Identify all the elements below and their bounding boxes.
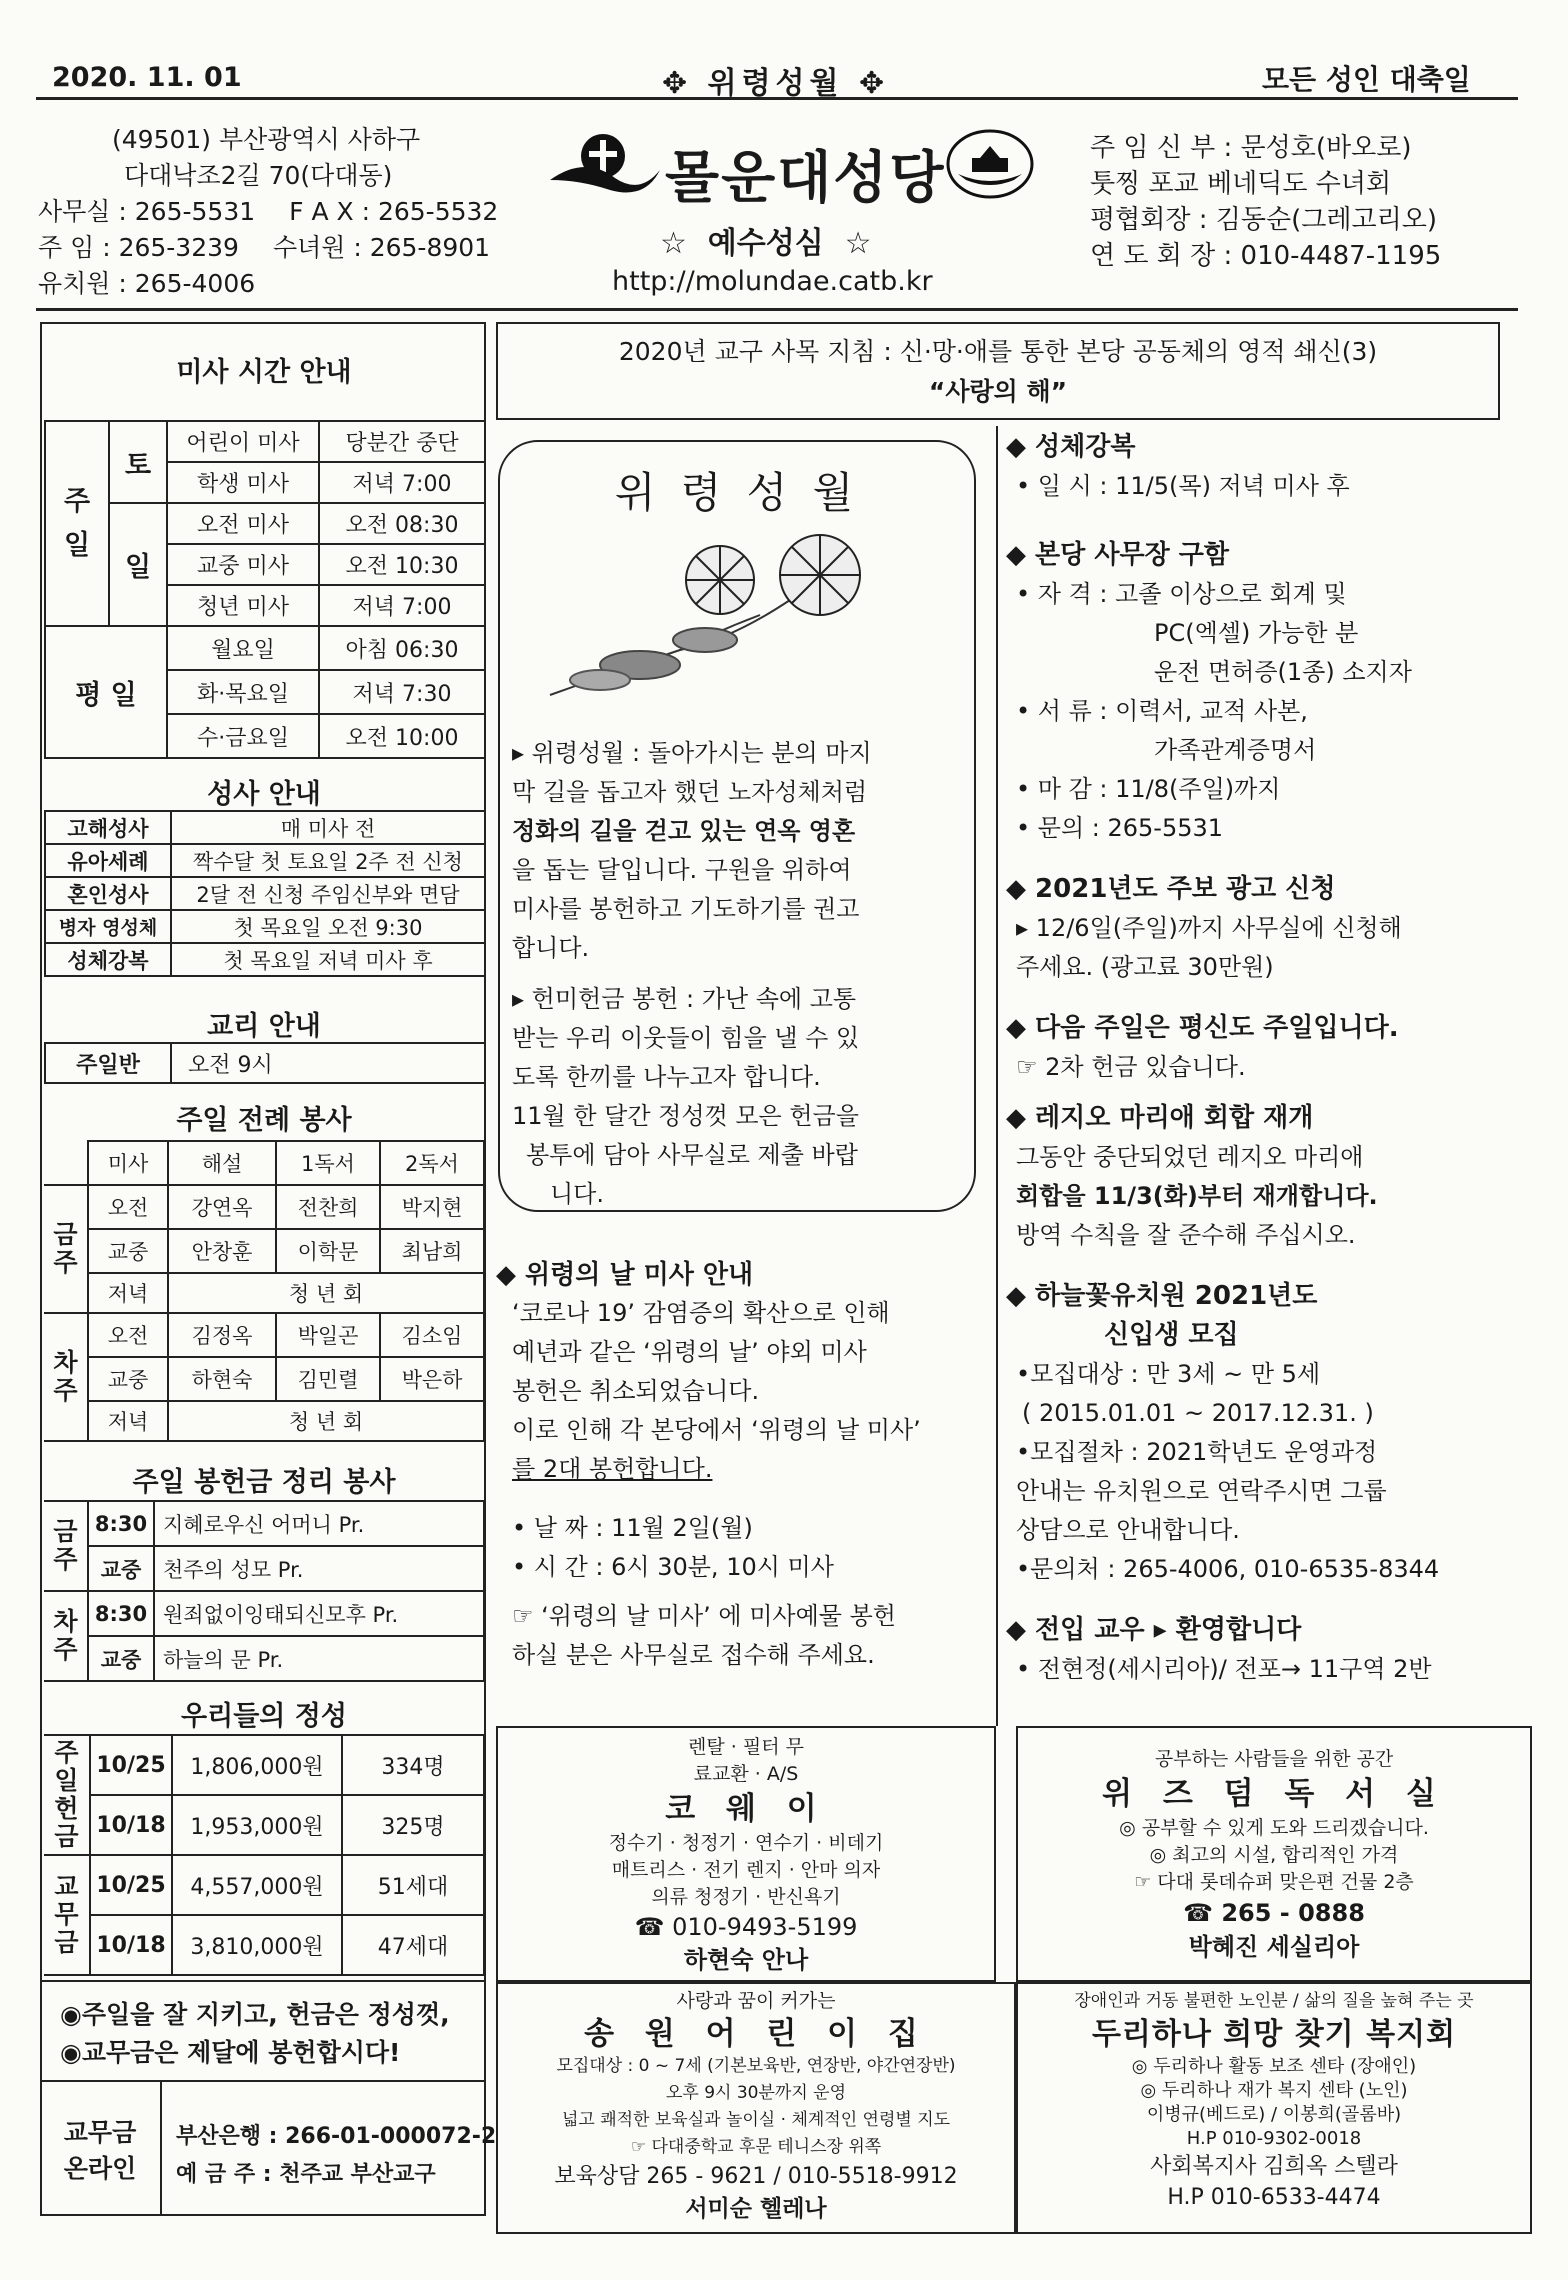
chrysanthemum-icon (530, 520, 890, 710)
doctrine-table (44, 1042, 486, 1084)
mass-name: 교중 미사 (167, 544, 319, 585)
november-line: 니다. (550, 1180, 604, 1208)
recruit-line: • 서 류 : 이력서, 교적 사본, (1016, 697, 1308, 725)
liturgy-header: 해설 (168, 1141, 276, 1185)
ad-phone: 보육상담 265 - 9621 / 010-5518-9912 (554, 2164, 958, 2189)
mass-slot: 저녁 (88, 1401, 168, 1441)
diamond-icon: ✥ (662, 66, 693, 101)
kinder-phone: 유치원 : 265-4006 (38, 269, 256, 298)
notice-line: ◉주일을 잘 지키고, 헌금은 정성껏, (60, 2000, 450, 2029)
this-week-label: 금 주 (44, 1501, 88, 1591)
ad-phone: ☎ 010-9493-5199 (634, 1913, 858, 1941)
sacrament-info: 2달 전 신청 주임신부와 면담 (171, 877, 485, 910)
staff-council: 평협회장 : 김동순(그레고리오) (1090, 205, 1437, 235)
account-holder: 예 금 주 : 천주교 부산교구 (176, 2162, 436, 2187)
sacrament-info: 첫 목요일 오전 9:30 (171, 910, 485, 943)
church-motto (660, 218, 872, 262)
convent-phone: 수녀원 : 265-8901 (272, 233, 491, 262)
pastoral-guideline-box (496, 322, 1500, 420)
reader-2: 박은하 (380, 1357, 484, 1401)
mass-slot: 교중 (88, 1229, 168, 1273)
liturgy-table (44, 1140, 485, 1442)
ad-line: 이병규(베드로) / 이봉희(골롬바) (1146, 2104, 1402, 2125)
finance-date: 10/25 (90, 1855, 172, 1915)
mass-slot: 8:30 (88, 1501, 154, 1546)
sacrament-name: 성체강복 (45, 943, 171, 976)
boat-emblem-icon (944, 128, 1036, 200)
ad-line: 넓고 쾌적한 보육실과 놀이실 · 체계적인 연령별 지도 (561, 2110, 951, 2130)
mass-slot: 오전 (88, 1313, 168, 1357)
mass-name: 오전 미사 (167, 503, 319, 544)
staff-yeondo: 연 도 회 장 : 010-4487-1195 (1090, 241, 1442, 271)
ad-name: 위 즈 덤 독 서 실 (1102, 1776, 1446, 1812)
november-line: 정화의 길을 걷고 있는 연옥 영혼 (512, 817, 856, 845)
november-line: 막 길을 돕고자 했던 노자성체처럼 (512, 778, 868, 806)
church-url[interactable]: http://molundae.catb.kr (612, 266, 933, 297)
finance-title: 우리들의 정성 (181, 1701, 347, 1732)
all-souls-line: ‘코로나 19’ 감염증의 확산으로 인해 (512, 1299, 890, 1327)
finance-amount: 3,810,000원 (172, 1915, 342, 1975)
november-line: 받는 우리 이웃들이 힘을 낼 수 있 (512, 1024, 860, 1052)
ad-line: 정수기 · 청정기 · 연수기 · 비데기 (608, 1832, 884, 1854)
sacrament-name: 유아세례 (45, 844, 171, 877)
mass-time: 저녁 7:30 (319, 670, 485, 714)
november-line: 도록 한끼를 나누고자 합니다. (512, 1063, 821, 1091)
finance-amount: 1,953,000원 (172, 1795, 342, 1855)
rectory-phone: 주 임 : 265-3239 (38, 233, 239, 262)
line-text: ▸ 위령성월 : 돌아가시는 분의 마지 (512, 739, 872, 767)
mass-name: 화·목요일 (167, 670, 319, 714)
column-divider (996, 426, 998, 1726)
ad-line: 모집대상 : 0 ~ 7세 (기본보육반, 연장반, 야간연장반) (556, 2056, 956, 2076)
mass-time: 저녁 7:00 (319, 462, 485, 503)
mass-slot: 교중 (88, 1636, 154, 1681)
kinder-line: •모집절차 : 2021학년도 운영과정 (1016, 1438, 1378, 1466)
sacraments-table (44, 810, 486, 977)
ad-line: ◎ 공부할 수 있게 도와 드리겠습니다. (1119, 1817, 1429, 1839)
ad-person: 서미순 헬레나 (685, 2196, 827, 2222)
fax-number: F A X : 265-5532 (289, 197, 499, 226)
mass-slot: 저녁 (88, 1273, 168, 1313)
ad-line: ◎ 두리하나 활동 보조 센타 (장애인) (1131, 2056, 1417, 2077)
mass-time: 당분간 중단 (319, 421, 485, 462)
recruit-line: • 자 격 : 고졸 이상으로 회계 및 (1016, 580, 1347, 608)
legio-line: 그동안 중단되었던 레지오 마리애 (1016, 1143, 1364, 1171)
ad-top-line: 렌탈 · 필터 무 (688, 1736, 804, 1758)
notice-block (60, 1996, 450, 2072)
sacrament-name: 혼인성사 (45, 877, 171, 910)
ad-person: 하현숙 안나 (683, 1946, 809, 1974)
all-souls-body (512, 1294, 990, 1675)
sacrament-name: 병자 영성체 (45, 910, 171, 943)
finance-count: 325명 (342, 1795, 484, 1855)
star-icon: ☆ (844, 226, 872, 261)
online-label (40, 2115, 160, 2187)
all-souls-line: 를 2대 봉헌합니다. (512, 1455, 713, 1483)
weekday-label: 평 일 (45, 626, 167, 758)
diocese-fee-label: 교 무 금 (44, 1855, 90, 1975)
this-week-label: 금 주 (44, 1185, 88, 1313)
reader-2: 박지현 (380, 1185, 484, 1229)
ad-person: 박혜진 세실리아 (1188, 1933, 1360, 1961)
mass-name: 청년 미사 (167, 585, 319, 626)
online-account (176, 2118, 496, 2194)
reader-2: 최남희 (380, 1229, 484, 1273)
address-road: 다대낙조2길 70(다대동) (124, 161, 393, 190)
church-name: 몰운대성당 (665, 146, 946, 211)
online-label-line: 온라인 (63, 2154, 137, 2183)
legio-line: 회합을 11/3(화)부터 재개합니다. (1016, 1182, 1378, 1210)
reader-1: 김민렬 (276, 1357, 380, 1401)
motto-text: 예수성심 (707, 226, 824, 261)
november-title: 위 령 성 월 (614, 468, 860, 517)
commentator: 김정옥 (168, 1313, 276, 1357)
ad-top-line: 장애인과 거동 불편한 노인분 / 삶의 질을 높혀 주는 곳 (1074, 1991, 1474, 2011)
ad-songwon (496, 1982, 1016, 2234)
ad-top-line: 료교환 · A/S (693, 1763, 799, 1785)
ad-line: 사회복지사 김희옥 스텔라 (1150, 2154, 1398, 2179)
sacrament-info: 매 미사 전 (171, 811, 485, 844)
finance-date: 10/18 (90, 1795, 172, 1855)
sacrament-info: 짝수달 첫 토요일 2주 전 신청 (171, 844, 485, 877)
doctrine-time: 오전 9시 (171, 1043, 485, 1083)
mass-time: 오전 10:00 (319, 714, 485, 758)
finance-amount: 1,806,000원 (172, 1735, 342, 1795)
mass-name: 월요일 (167, 626, 319, 670)
pastoral-theme: “사랑의 해” (928, 377, 1068, 406)
issue-date: 2020. 11. 01 (52, 62, 242, 93)
sacrament-name: 고해성사 (45, 811, 171, 844)
online-divider (160, 2080, 162, 2216)
ad-phone: H.P 010-6533-4474 (1167, 2185, 1381, 2210)
header-bottom-rule (36, 308, 1518, 311)
benediction-line: • 일 시 : 11/5(목) 저녁 미사 후 (1016, 472, 1350, 500)
saturday-label: 토 (109, 421, 167, 503)
praesidium-name: 하늘의 문 Pr. (154, 1636, 484, 1681)
sacrament-info: 첫 목요일 저녁 미사 후 (171, 943, 485, 976)
ad-line: ◎ 두리하나 재가 복지 센타 (노인) (1140, 2080, 1408, 2101)
ad-line: 오후 9시 30분까지 운영 (665, 2083, 847, 2103)
ad-wisdom (1016, 1726, 1532, 1982)
next-week-label: 차 주 (44, 1591, 88, 1681)
all-souls-date: • 날 짜 : 11월 2일(월) (512, 1514, 753, 1542)
sunday-label: 주 일 (45, 421, 109, 626)
mass-slot: 교중 (88, 1357, 168, 1401)
ad-line: ☞ 다대 롯데슈퍼 맞은편 건물 2층 (1134, 1871, 1414, 1893)
liturgy-header: 미사 (88, 1141, 168, 1185)
feast-name: 모든 성인 대축일 (1262, 63, 1471, 96)
mass-name: 어린이 미사 (167, 421, 319, 462)
november-text (512, 734, 974, 1214)
kinder-line: •문의처 : 265-4006, 010-6535-8344 (1016, 1555, 1440, 1583)
notice-line: ◉교무금은 제달에 봉헌합시다! (60, 2038, 401, 2067)
star-icon: ☆ (660, 226, 687, 261)
reader-1: 박일곤 (276, 1313, 380, 1357)
right-column (1006, 428, 1526, 1689)
mass-slot: 교중 (88, 1546, 154, 1591)
next-week-label: 차 주 (44, 1313, 88, 1441)
mass-slot: 오전 (88, 1185, 168, 1229)
staff-pastor: 주 임 신 부 : 문성호(바오로) (1090, 133, 1412, 163)
mass-time: 오전 08:30 (319, 503, 485, 544)
church-logo-icon (545, 130, 665, 200)
ad-top-line: 공부하는 사람들을 위한 공간 (1154, 1748, 1394, 1770)
online-rule (40, 2080, 486, 2082)
ad-line: 매트리스 · 전기 렌지 · 안마 의자 (611, 1859, 881, 1881)
recruit-line: 가족관계증명서 (1154, 736, 1317, 764)
commentator: 하현숙 (168, 1357, 276, 1401)
all-souls-title: ◆ 위령의 날 미사 안내 (496, 1260, 754, 1290)
welcome-title: ◆ 전입 교우 ▸ 환영합니다 (1006, 1615, 1302, 1645)
finance-date: 10/18 (90, 1915, 172, 1975)
evening-group: 청 년 회 (168, 1273, 484, 1313)
reader-1: 전찬희 (276, 1185, 380, 1229)
ad-line: H.P 010-9302-0018 (1186, 2128, 1362, 2149)
liturgy-header: 1독서 (276, 1141, 380, 1185)
sunday-day-label: 일 (109, 503, 167, 626)
ad-line: ☞ 다대중학교 후문 테니스장 위쪽 (630, 2137, 882, 2157)
header-rule (36, 97, 1518, 100)
kinder-title: ◆ 하늘꽃유치원 2021년도 (1006, 1281, 1318, 1311)
offering-service-title: 주일 봉헌금 정리 봉사 (132, 1467, 396, 1498)
all-souls-time: • 시 간 : 6시 30분, 10시 미사 (512, 1553, 834, 1581)
recruit-line: • 문의 : 265-5531 (1016, 814, 1224, 842)
finance-table (44, 1734, 485, 1976)
liturgy-title: 주일 전례 봉사 (176, 1105, 352, 1136)
address-zip: (49501) 부산광역시 사하구 (112, 125, 421, 154)
commentator: 안창훈 (168, 1229, 276, 1273)
kinder-line: ( 2015.01.01 ~ 2017.12.31. ) (1022, 1399, 1374, 1427)
staff-sisters: 툿찡 포교 베네딕도 수녀회 (1090, 169, 1392, 199)
mass-title: 미사 시간 안내 (176, 357, 352, 388)
november-line: 을 돕는 달입니다. 구원을 위하여 (512, 856, 852, 884)
november-line (512, 734, 974, 773)
legio-line: 방역 수칙을 잘 준수해 주십시오. (1016, 1221, 1356, 1249)
mass-table (44, 420, 486, 759)
mass-time: 저녁 7:00 (319, 585, 485, 626)
month-title-text: 위령성월 (707, 66, 844, 101)
finance-amount: 4,557,000원 (172, 1855, 342, 1915)
mass-name: 수·금요일 (167, 714, 319, 758)
november-line: 미사를 봉헌하고 기도하기를 권고 (512, 895, 860, 923)
laity-line: ☞ 2차 헌금 있습니다. (1016, 1053, 1246, 1081)
all-souls-line: 봉헌은 취소되었습니다. (512, 1377, 760, 1405)
offering-service-table (44, 1500, 485, 1682)
recruit-title: ◆ 본당 사무장 구함 (1006, 540, 1229, 570)
liturgy-header: 2독서 (380, 1141, 484, 1185)
diamond-icon: ✥ (858, 66, 890, 101)
sunday-offering-label: 주 일 헌 금 (44, 1735, 90, 1855)
kinder-line: •모집대상 : 만 3세 ~ 만 5세 (1016, 1360, 1321, 1388)
ad-top-line: 사랑과 꿈이 커가는 (676, 1990, 836, 2012)
all-souls-note: 하실 분은 사무실로 접수해 주세요. (512, 1641, 875, 1669)
all-souls-line: 예년과 같은 ‘위령의 날’ 야외 미사 (512, 1338, 867, 1366)
ad-line: 의류 청정기 · 반신욕기 (651, 1886, 841, 1908)
bulletin-ad-line: 주세요. (광고료 30만원) (1016, 953, 1274, 981)
sacraments-title: 성사 안내 (207, 779, 321, 810)
month-title (662, 58, 889, 102)
november-line: ▸ 헌미헌금 봉헌 : 가난 속에 고통 (512, 985, 857, 1013)
kinder-line: 상담으로 안내합니다. (1016, 1516, 1240, 1544)
kinder-subtitle: 신입생 모집 (1104, 1320, 1239, 1350)
praesidium-name: 지혜로우신 어머니 Pr. (154, 1501, 484, 1546)
november-line: 봉투에 담아 사무실로 제출 바랍 (526, 1141, 858, 1169)
bulletin-ad-line: ▸ 12/6일(주일)까지 사무실에 신청해 (1016, 914, 1402, 942)
bulletin-ad-title: ◆ 2021년도 주보 광고 신청 (1006, 874, 1336, 904)
finance-count: 334명 (342, 1735, 484, 1795)
doctrine-label: 주일반 (45, 1043, 171, 1083)
finance-count: 47세대 (342, 1915, 484, 1975)
november-line: 합니다. (512, 934, 590, 962)
benediction-title: ◆ 성체강복 (1006, 432, 1136, 462)
recruit-line: 운전 면허증(1종) 소지자 (1154, 658, 1412, 686)
mass-slot: 8:30 (88, 1591, 154, 1636)
all-souls-line: 이로 인해 각 본당에서 ‘위령의 날 미사’ (512, 1416, 921, 1444)
staff-block (1090, 130, 1441, 274)
reader-1: 이학문 (276, 1229, 380, 1273)
office-phone: 사무실 : 265-5531 (38, 197, 256, 226)
recruit-line: • 마 감 : 11/8(주일)까지 (1016, 775, 1281, 803)
evening-group: 청 년 회 (168, 1401, 484, 1441)
kinder-line: 안내는 유치원으로 연락주시면 그룹 (1016, 1477, 1387, 1505)
ad-line: ◎ 최고의 시설, 합리적인 가격 (1149, 1844, 1399, 1866)
doctrine-title: 교리 안내 (207, 1011, 321, 1042)
pastoral-line: 2020년 교구 사목 지침 : 신·망·애를 통한 본당 공동체의 영적 쇄신(3) (618, 337, 1378, 366)
mass-time: 오전 10:30 (319, 544, 485, 585)
ad-coway (496, 1726, 996, 1982)
welcome-line: • 전현정(세시리아)/ 전포→ 11구역 2반 (1016, 1655, 1432, 1683)
mass-name: 학생 미사 (167, 462, 319, 503)
recruit-line: PC(엑셀) 가능한 분 (1154, 619, 1359, 647)
ad-name: 코 웨 이 (665, 1791, 827, 1827)
mass-time: 아침 06:30 (319, 626, 485, 670)
commentator: 강연옥 (168, 1185, 276, 1229)
laity-title: ◆ 다음 주일은 평신도 주일입니다. (1006, 1013, 1399, 1043)
praesidium-name: 천주의 성모 Pr. (154, 1546, 484, 1591)
praesidium-name: 원죄없이잉태되신모후 Pr. (154, 1591, 484, 1636)
ad-durihana (1016, 1982, 1532, 2234)
ad-phone: ☎ 265 - 0888 (1183, 1899, 1365, 1927)
ad-name: 두리하나 희망 찾기 복지회 (1091, 2017, 1457, 2052)
notice-rule (40, 1980, 486, 1982)
bank-account: 부산은행 : 266-01-000072-2 (176, 2124, 497, 2149)
legio-title: ◆ 레지오 마리애 회합 재개 (1006, 1103, 1314, 1133)
finance-date: 10/25 (90, 1735, 172, 1795)
address-block (38, 122, 498, 302)
online-label-line: 교무금 (63, 2118, 137, 2147)
finance-count: 51세대 (342, 1855, 484, 1915)
november-line: 11월 한 달간 정성껏 모은 헌금을 (512, 1102, 859, 1130)
reader-2: 김소임 (380, 1313, 484, 1357)
ad-name: 송 원 어 린 이 집 (584, 2016, 928, 2052)
all-souls-note: ☞ ‘위령의 날 미사’ 에 미사예물 봉헌 (512, 1602, 896, 1630)
